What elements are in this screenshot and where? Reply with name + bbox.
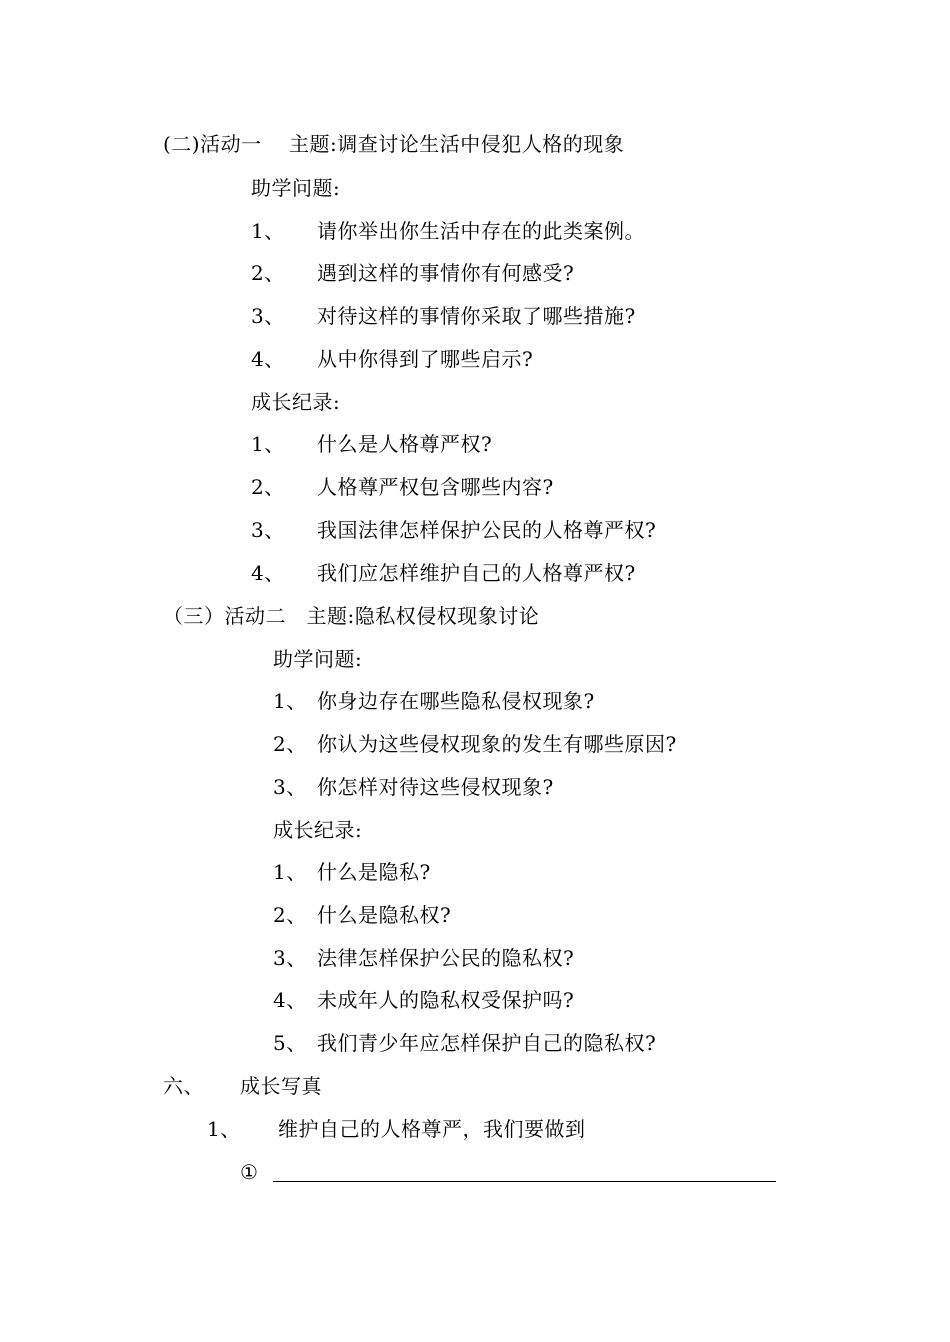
list-item <box>251 302 636 330</box>
list-item <box>251 430 492 458</box>
item-text: 什么是隐私权? <box>317 903 452 927</box>
item-number: 1、 <box>273 860 307 884</box>
item-text: 你怎样对待这些侵权现象? <box>317 775 554 799</box>
item-text: 从中你得到了哪些启示? <box>317 347 534 371</box>
item-text: 什么是人格尊严权? <box>317 432 493 456</box>
list-item <box>273 986 574 1014</box>
list-item <box>273 858 431 886</box>
activity1-help-title: 助学问题: <box>251 176 341 200</box>
list-item <box>207 1115 586 1143</box>
activity2-growth-title: 成长纪录: <box>273 818 363 842</box>
list-item <box>273 730 677 758</box>
item-number: 4、 <box>273 988 307 1012</box>
item-number: 3、 <box>273 775 307 799</box>
activity1-heading: (二)活动一 主题:调查讨论生活中侵犯人格的现象 <box>163 132 625 156</box>
item-text: 我们应怎样维护自己的人格尊严权? <box>317 561 636 585</box>
item-text: 未成年人的隐私权受保护吗? <box>317 988 575 1012</box>
item-number: 1、 <box>207 1117 241 1141</box>
item-text: 你认为这些侵权现象的发生有哪些原因? <box>317 732 677 756</box>
list-item <box>273 1029 656 1057</box>
item-number: 4、 <box>251 561 285 585</box>
item-number: 2、 <box>251 475 285 499</box>
section-number: 六、 <box>163 1074 204 1098</box>
item-text: 我国法律怎样保护公民的人格尊严权? <box>317 518 657 542</box>
list-item <box>251 345 533 373</box>
item-number: 1、 <box>251 432 285 456</box>
list-item <box>273 687 595 715</box>
list-item <box>273 901 451 929</box>
item-number: 3、 <box>251 518 285 542</box>
item-number: 3、 <box>273 946 307 970</box>
item-text: 人格尊严权包含哪些内容? <box>317 475 554 499</box>
item-text: 我们青少年应怎样保护自己的隐私权? <box>317 1031 657 1055</box>
item-text: 遇到这样的事情你有何感受? <box>317 261 575 285</box>
list-item <box>273 944 574 972</box>
list-item <box>273 773 554 801</box>
activity1-growth-title: 成长纪录: <box>251 390 341 414</box>
list-item <box>251 259 574 287</box>
item-text: 法律怎样保护公民的隐私权? <box>317 946 575 970</box>
section6-heading <box>163 1072 322 1100</box>
item-number: 1、 <box>273 689 307 713</box>
item-number: 5、 <box>273 1031 307 1055</box>
item-text: 你身边存在哪些隐私侵权现象? <box>317 689 595 713</box>
blank-marker: ① <box>240 1160 259 1184</box>
item-text: 对待这样的事情你采取了哪些措施? <box>317 304 636 328</box>
item-number: 2、 <box>251 261 285 285</box>
item-text: 维护自己的人格尊严，我们要做到 <box>278 1117 586 1141</box>
fill-in-blank-line[interactable] <box>273 1181 776 1182</box>
activity2-heading: （三）活动二 主题:隐私权侵权现象讨论 <box>163 604 540 628</box>
item-number: 2、 <box>273 732 307 756</box>
item-number: 3、 <box>251 304 285 328</box>
item-text: 请你举出你生活中存在的此类案例。 <box>317 219 645 243</box>
activity2-help-title: 助学问题: <box>273 647 363 671</box>
list-item <box>251 516 656 544</box>
list-item <box>251 473 554 501</box>
item-text: 什么是隐私? <box>317 860 431 884</box>
item-number: 1、 <box>251 219 285 243</box>
list-item <box>251 559 636 587</box>
item-number: 4、 <box>251 347 285 371</box>
section-title: 成长写真 <box>240 1074 322 1098</box>
list-item <box>251 217 645 245</box>
item-number: 2、 <box>273 903 307 927</box>
